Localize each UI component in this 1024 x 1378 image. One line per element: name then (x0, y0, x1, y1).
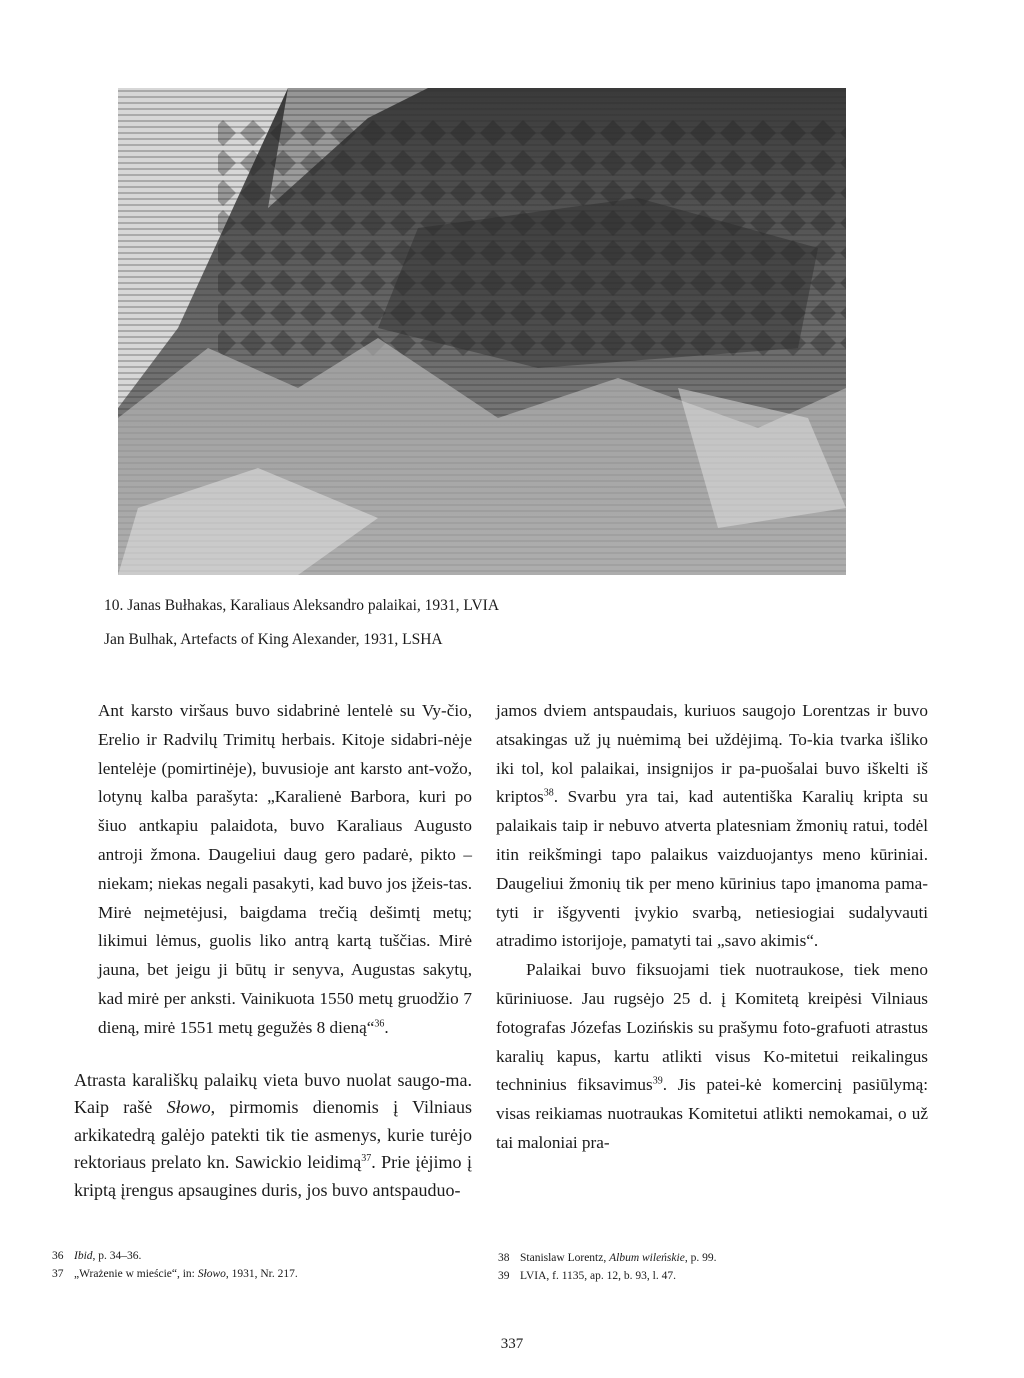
paragraph-text: Ant karsto viršaus buvo sidabrinė lentelė su Vy-čio, Erelio ir Radvilų Trimitų herbais. Kitoje sidabri-nėje lentelėje (pomirtinėje), buvusioje ant karsto ant-vožo, lotynų kalba parašyta: „Karalienė Barbora, kuri po šiuo antkapiu palaidota, buvo Karaliaus Augusto antroji žmona. Daugeliui daug gero padarė, pikto – niekam; niekas negali pasakyti, kad buvo jos įžeis-tas. Mirė neįmetėjusi, baigdama trečią dešimtį metų; likimui lėmus, guolis liko antrą kartą tuščias. Mirė jauna, bet jeigu ji būtų ir senyva, Augustas sakytų, kad mirė per anksti. Vainikuota 1550 metų gruodžio 7 dieną, mirė 1551 metų gegužės 8 dieną“ (98, 701, 472, 1037)
figure-caption-lithuanian: 10. Janas Bułhakas, Karaliaus Aleksandro palaikai, 1931, LVIA (104, 597, 500, 614)
footnote-ref-38: 38 (543, 787, 554, 799)
paragraph-text: . Svarbu yra tai, kad autentiška Karalių kripta su palaikais taip ir nebuvo atverta platesniam žmonių ratui, todėl itin reikšmingi tapo palaikus vaizduojantys meno kūriniai. Daugeliui žmonių tik per meno kūrinius tapo įmanoma pama-tyti ir išgyventi įvykio svarbą, netiesiogiai sudalyvauti atradimo istorijoje, pamatyti tai „savo akimis“. (496, 787, 928, 951)
paragraph-text: . Prie įėjimo į kriptą įrengus apsaugines duris, jos buvo antspauduo- (74, 1152, 472, 1200)
footnote-text: Stanislaw Lorentz, (520, 1252, 610, 1264)
footnote-39 (498, 1268, 716, 1286)
right-text-column (496, 697, 928, 1158)
footnote-number: 39 (498, 1269, 510, 1282)
figure-caption-english: Jan Bulhak, Artefacts of King Alexander, 1931, LSHA (104, 631, 443, 648)
paragraph-text: jamos dviem antspaudais, kuriuos saugojo Lorentzas ir buvo atsakingas už jų nuėmimą bei uždėjimą. To-kia tvarka išliko iki tol, kol palaikai, insignijos ir pa-puošalai buvo iškelti iš kriptos (496, 701, 928, 807)
right-paragraph-2 (496, 956, 928, 1158)
paragraph-text: . Jis patei-kė komercinį pasiūlymą: visas reikiamas nuotraukas Komitetui atlikti nemokamai, o už tai maloniai pra- (496, 1075, 929, 1152)
paragraph-text: Atrasta karališkų palaikų vieta buvo nuolat saugo-ma. Kaip rašė (74, 1069, 472, 1118)
footnotes-right (498, 1250, 716, 1285)
page-number: 337 (500, 1336, 524, 1352)
footnote-italic: Słowo (197, 1267, 226, 1280)
footnote-number: 38 (498, 1252, 510, 1264)
left-paragraph-1 (74, 697, 472, 1043)
footnote-37 (52, 1266, 298, 1284)
left-paragraph-2 (74, 1067, 472, 1205)
footnote-38 (498, 1250, 716, 1268)
figure-photo (118, 88, 846, 575)
footnote-text: , 1931, Nr. 217. (225, 1267, 298, 1280)
left-text-column (74, 697, 472, 1204)
paragraph-text: Palaikai buvo fiksuojami tiek nuotraukose, tiek meno kūriniuose. Jau rugsėjo 25 d. į Komitetą kreipėsi Vilniaus fotografas Józefas Lozińskis su prašymu foto-grafuoti atrastus karalių kapus, kartu atlikti visus Ko-mitetui reikalingus techninius fiksavimus (496, 960, 928, 1095)
footnote-italic: Ibid (74, 1250, 93, 1262)
right-paragraph-1 (496, 697, 928, 956)
footnotes-left (52, 1248, 298, 1283)
footnote-text: LVIA, f. 1135, ap. 12, b. 93, l. 47. (520, 1269, 676, 1282)
footnote-ref-39: 39 (652, 1075, 663, 1087)
italic-title: Słowo (166, 1097, 211, 1118)
paragraph-text: , pirmomis dienomis į Vilniaus arkikatedrą galėjo patekti tik tie asmenys, kurie turėjo rektoriaus prelato kn. Sawickio leidimą (74, 1097, 472, 1173)
footnote-text: , p. 34–36. (92, 1250, 142, 1262)
footnote-text: „Wrażenie w mieście“, in: (74, 1267, 198, 1280)
paragraph-text: . (384, 1017, 389, 1037)
photo-image (118, 88, 846, 575)
footnote-text: , p. 99. (684, 1252, 717, 1264)
footnote-36 (52, 1248, 298, 1266)
footnote-italic: Album wileńskie (609, 1252, 685, 1264)
footnote-number: 37 (52, 1267, 64, 1280)
footnote-ref-36: 36 (374, 1018, 385, 1030)
footnote-ref-37: 37 (361, 1153, 372, 1165)
footnote-number: 36 (52, 1250, 64, 1262)
